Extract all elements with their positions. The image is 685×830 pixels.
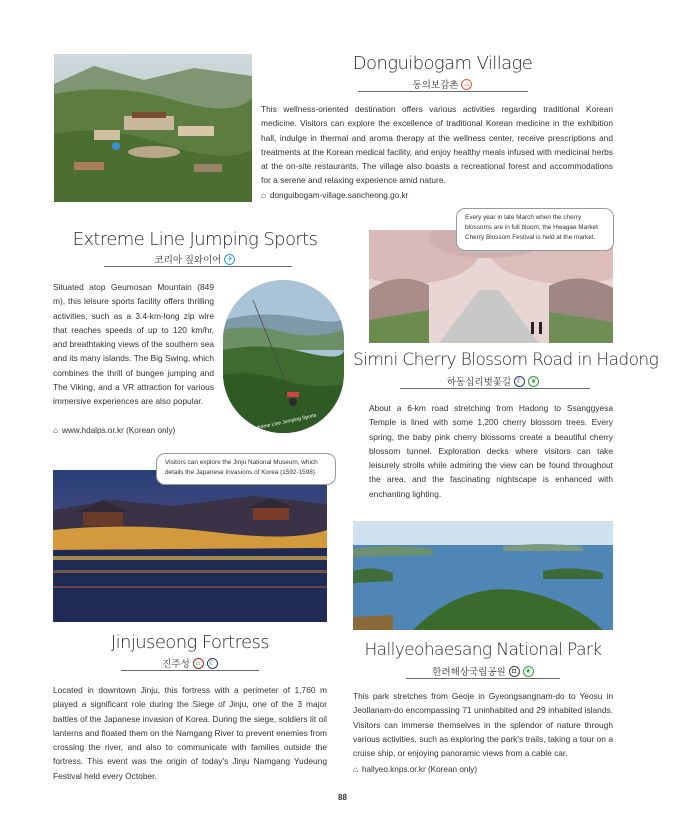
night-view-icon: ☾ — [514, 376, 525, 387]
hallyeo-description: This park stretches from Geoje in Gyeongsangnam-do to Yeosu in Jeollanam-do encompassing 71 uninhabited and 29 inhabited islands. Visitors can immerse themselves in the splendor of nature through various activities, such as exploring the park's trails, taking a tour on a cruise ship, or enjoying panoramic views from a cable car. — [353, 691, 613, 759]
donguibogam-link-text: donguibogam-village.sancheong.go.kr — [269, 191, 409, 200]
hallyeo-title: Hallyeohaesang National Park — [364, 640, 602, 660]
page-number: 88 — [338, 793, 347, 802]
simni-title-rule — [400, 388, 590, 389]
hallyeo-link-text: hallyeo.knps.or.kr (Korean only) — [361, 765, 478, 774]
simni-bubble: Every year in late March when the cherry blossoms are in full bloom, the Hwagae Market Cherry Blossom Festival is held at the market. — [456, 208, 614, 251]
extreme-link-text: www.hdalps.or.kr (Korean only) — [61, 426, 176, 435]
simni-korean-label: 하동십리벚꽃길 — [446, 377, 512, 388]
hallyeo-website-link[interactable] — [353, 765, 477, 774]
donguibogam-title-rule — [358, 91, 528, 92]
jinjuseong-description: Located in downtown Jinju, this fortress with a perimeter of 1,760 m played a significant role during the Siege of Jinju, one of the 3 major battles of the Japanese invasion of Korea. During the siege, soldiers lit oil lanterns and floated them on the Namgang River to prevent enemies from crossing the river, and also to communicate with families outside the fortress. This event was the origin of today's Jinju Namgang Yudeung Festival held every October. — [53, 685, 327, 781]
extreme-title: Extreme Line Jumping Sports — [72, 229, 318, 250]
extreme-description: Situated atop Geumosan Mountain (849 m), this leisure sports facility offers thrilling activities, such as a 3.4-km-long zip wire that reaches speeds of up to 120 km/hr, and breathtaking views of the southern sea and its many islands. The Big Swing, which combines the thrill of bungee jumping and The Viking, and a VR attraction for various immersive experiences are also popular. — [53, 282, 214, 407]
donguibogam-title: Donguibogam Village — [352, 53, 533, 74]
nature-icon: ❦ — [528, 376, 539, 387]
nature-icon: ❦ — [523, 666, 534, 677]
extreme-photo-credit: ©Extreme Line Jumping Sports — [248, 412, 318, 433]
extreme-photo — [223, 280, 344, 433]
donguibogam-description: This wellness-oriented destination offers various activities regarding traditional Korean medicine. Visitors can explore the excellence of traditional Korean medicine in the exhibition hall, indulge in thermal and aroma therapy at the wellness center, receive prescriptions and treatments at the Korean medical facility, and enjoy healthy meals infused with medicinal herbs at the on-site restaurants. The village also boasts a recreational forest and accommodations for a serene and relaxing experience amid nature. — [261, 104, 613, 186]
hallyeo-title-rule — [406, 678, 560, 679]
jinjuseong-bubble: Visitors can explore the Jinju National Museum, which details the Japanese Invasions of Korea (1592-1598). — [156, 453, 336, 485]
jinjuseong-korean-label: 진주성 — [162, 659, 190, 670]
hallyeo-korean-name — [353, 664, 613, 678]
donguibogam-photo — [54, 54, 252, 202]
extreme-korean-label: 코리아 짚와이어 — [154, 255, 222, 266]
jinjuseong-title: Jinjuseong Fortress — [110, 632, 270, 653]
extreme-korean-name — [60, 252, 330, 266]
jinjuseong-title-rule — [121, 670, 259, 671]
photo-spot-icon: ◘ — [509, 666, 520, 677]
extreme-website-link[interactable] — [53, 426, 175, 435]
home-icon: ⌂ — [53, 426, 58, 435]
hallyeo-korean-label: 한려해상국립공원 — [432, 667, 506, 678]
simni-title: Simni Cherry Blossom Road in Hadong — [353, 350, 659, 370]
extreme-title-rule — [104, 266, 292, 267]
home-icon: ⌂ — [353, 765, 358, 774]
jinjuseong-photo — [53, 470, 327, 622]
donguibogam-korean-label: 동의보감촌 — [412, 80, 459, 91]
donguibogam-website-link[interactable] — [261, 191, 408, 200]
jinjuseong-korean-name — [53, 656, 327, 670]
night-view-icon: ☾ — [207, 658, 218, 669]
simni-description: About a 6-km road stretching from Hadong to Ssanggyesa Temple is lined with some 1,200 cherry blossom trees. Every spring, the baby pink cherry blossoms create a beautiful cherry blossom tunnel. Exploration decks where visitors can take leisurely strolls while admiring the view can be found throughout the area, and the fascinating nightscape is enhanced with enchanting lighting. — [369, 403, 613, 499]
home-icon: ⌂ — [261, 191, 266, 200]
wellness-icon: ♨ — [461, 79, 472, 90]
history-icon: ⌂ — [193, 658, 204, 669]
simni-korean-name — [353, 374, 633, 388]
sports-icon: ✈ — [224, 254, 235, 265]
hallyeo-photo — [353, 521, 613, 630]
donguibogam-korean-name — [300, 77, 585, 91]
